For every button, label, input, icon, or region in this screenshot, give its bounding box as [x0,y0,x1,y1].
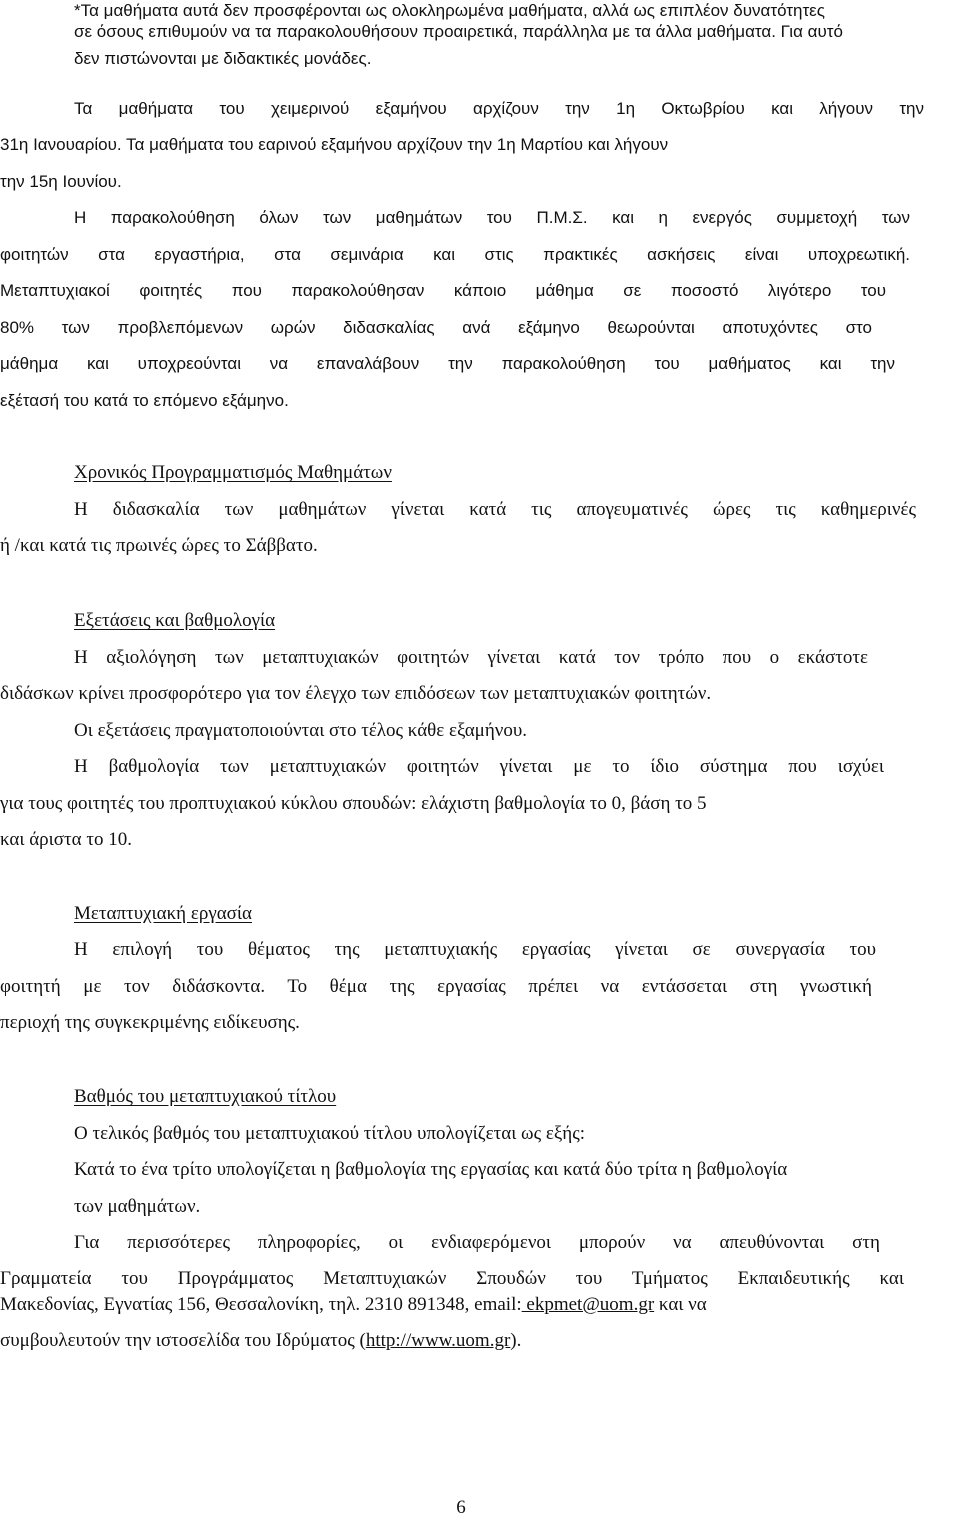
page-number: 6 [456,1497,466,1518]
exams-line-2: διδάσκων κρίνει προσφορότερο για τον έλεγχο των επιδόσεων των μεταπτυχιακών φοιτητών. [0,683,712,704]
semesters-line-3: την 15η Ιουνίου. [0,172,122,191]
thesis-line-2: φοιτητή με τον διδάσκοντα. Το θέμα της εργασίας πρέπει να εντάσσεται στη γνωστική [0,976,872,997]
email-link[interactable]: ekpmet@uom.gr [521,1294,655,1315]
contact-line-3-prefix: Μακεδονίας, Εγνατίας 156, Θεσσαλονίκη, τηλ. 2310 891348, email: [0,1294,522,1315]
attendance-line-1: Η παρακολούθηση όλων των μαθημάτων του Π.Μ.Σ. και η ενεργός συμμετοχή των [74,208,910,227]
grade-line-3: των μαθημάτων. [74,1196,201,1217]
note-line-3: δεν πιστώνονται με διδακτικές μονάδες. [74,49,372,68]
exams-line-6: και άριστα το 10. [0,829,132,850]
attendance-line-6: εξέτασή του κατά το επόμενο εξάμηνο. [0,391,289,410]
thesis-heading: Μεταπτυχιακή εργασία [74,903,252,924]
schedule-heading: Χρονικός Προγραμματισμός Μαθημάτων [74,462,392,483]
contact-line-3 [0,1294,707,1316]
exams-line-4: Η βαθμολογία των μεταπτυχιακών φοιτητών γίνεται με το ίδιο σύστημα που ισχύει [74,756,884,777]
contact-line-2: Γραμματεία του Προγράμματος Μεταπτυχιακών Σπουδών του Τμήματος Εκπαιδευτικής και [0,1268,904,1289]
exams-line-5: για τους φοιτητές του προπτυχιακού κύκλου σπουδών: ελάχιστη βαθμολογία το 0, βάση το 5 [0,793,707,814]
grade-line-1: Ο τελικός βαθμός του μεταπτυχιακού τίτλου υπολογίζεται ως εξής: [74,1123,586,1144]
attendance-line-5: μάθημα και υποχρεούνται να επαναλάβουν την παρακολούθηση του μαθήματος και την [0,354,895,373]
thesis-line-1: Η επιλογή του θέματος της μεταπτυχιακής εργασίας γίνεται σε συνεργασία του [74,939,876,960]
semesters-line-2: 31η Ιανουαρίου. Τα μαθήματα του εαρινού εξαμήνου αρχίζουν την 1η Μαρτίου και λήγουν [0,135,669,154]
website-link[interactable]: http://www.uom.gr [365,1330,511,1351]
attendance-line-3: Μεταπτυχιακοί φοιτητές που παρακολούθησαν κάποιο μάθημα σε ποσοστό λιγότερο του [0,281,886,300]
note-line-2: σε όσους επιθυμούν να τα παρακολουθήσουν προαιρετικά, παράλληλα με τα άλλα μαθήματα. Για αυτό [74,22,843,41]
grade-heading: Βαθμός του μεταπτυχιακού τίτλου [74,1086,337,1107]
schedule-line-1: Η διδασκαλία των μαθημάτων γίνεται κατά τις απογευματινές ώρες τις καθημερινές [74,499,916,520]
thesis-line-3: περιοχή της συγκεκριμένης ειδίκευσης. [0,1012,300,1033]
note-line-1: *Τα μαθήματα αυτά δεν προσφέρονται ως ολοκληρωμένα μαθήματα, αλλά ως επιπλέον δυνατότητες [74,1,825,20]
contact-line-1: Για περισσότερες πληροφορίες, οι ενδιαφερόμενοι μπορούν να απευθύνονται στη [74,1232,880,1253]
schedule-line-2: ή /και κατά τις πρωινές ώρες το Σάββατο. [0,535,318,556]
exams-heading: Εξετάσεις και βαθμολογία [74,610,276,631]
contact-line-4 [0,1330,521,1352]
attendance-line-2: φοιτητών στα εργαστήρια, στα σεμινάρια και στις πρακτικές ασκήσεις είναι υποχρεωτική. [0,245,910,264]
grade-line-2: Κατά το ένα τρίτο υπολογίζεται η βαθμολογία της εργασίας και κατά δύο τρίτα η βαθμολογία [74,1159,788,1180]
contact-line-4-prefix: συμβουλευτούν την ιστοσελίδα του Ιδρύματος ( [0,1330,366,1351]
semesters-line-1: Τα μαθήματα του χειμερινού εξαμήνου αρχίζουν την 1η Οκτωβρίου και λήγουν την [74,99,924,118]
contact-line-3-suffix: και να [654,1294,707,1315]
exams-line-3: Οι εξετάσεις πραγματοποιούνται στο τέλος κάθε εξαμήνου. [74,720,528,741]
contact-line-4-suffix: ). [510,1330,522,1351]
attendance-line-4: 80% των προβλεπόμενων ωρών διδασκαλίας ανά εξάμηνο θεωρούνται αποτυχόντες στο [0,318,872,337]
exams-line-1: Η αξιολόγηση των μεταπτυχιακών φοιτητών γίνεται κατά τον τρόπο που ο εκάστοτε [74,647,868,668]
